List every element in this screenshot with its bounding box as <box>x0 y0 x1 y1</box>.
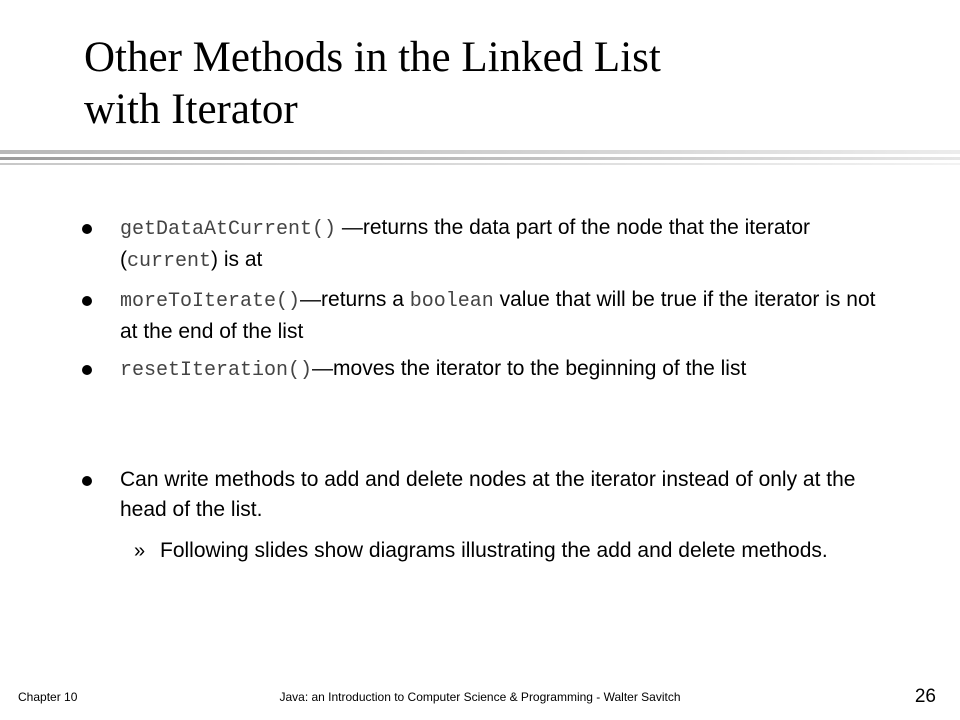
inline-code: current <box>127 250 212 273</box>
bullet-text: Can write methods to add and delete nodes at the iterator instead of only at the head of the list. <box>120 468 856 521</box>
bullet-item-more-to-iterate <box>120 285 880 347</box>
bullet-item-reset-iteration <box>120 354 880 386</box>
page-number: 26 <box>914 686 936 707</box>
bullet-item-add-delete-methods <box>120 465 880 525</box>
bullet-text: —returns the data part of the node that the iterator ( <box>120 216 811 271</box>
method-name: moreToIterate() <box>120 290 301 313</box>
bullet-text-end: ) is at <box>211 248 263 271</box>
sub-bullet-item-following-slides <box>134 536 860 566</box>
slide-title-line-1: Other Methods in the Linked List <box>84 34 661 81</box>
method-name: resetIteration() <box>120 359 313 382</box>
bullet-item-get-data-at-current <box>120 213 880 277</box>
bullet-text: —moves the iterator to the beginning of the list <box>312 357 747 380</box>
sub-bullet-text: Following slides show diagrams illustrating the add and delete methods. <box>160 539 828 562</box>
footer-chapter: Chapter 10 <box>18 690 78 704</box>
footer-book-title: Java: an Introduction to Computer Science & Programming - Walter Savitch <box>279 690 681 704</box>
slide-title-line-2: with Iterator <box>84 86 298 133</box>
bullet-text: —returns a <box>300 288 410 311</box>
bullet-dot-icon <box>82 296 92 306</box>
inline-code: boolean <box>409 290 494 313</box>
bullet-text-end: value that will be true if the iterator is not at the end of the list <box>120 288 876 343</box>
bullet-dot-icon <box>82 224 92 234</box>
bullet-dot-icon <box>82 476 92 486</box>
method-name: getDataAtCurrent() <box>120 218 337 241</box>
sub-bullet-marker: » <box>134 540 146 562</box>
bullet-dot-icon <box>82 365 92 375</box>
